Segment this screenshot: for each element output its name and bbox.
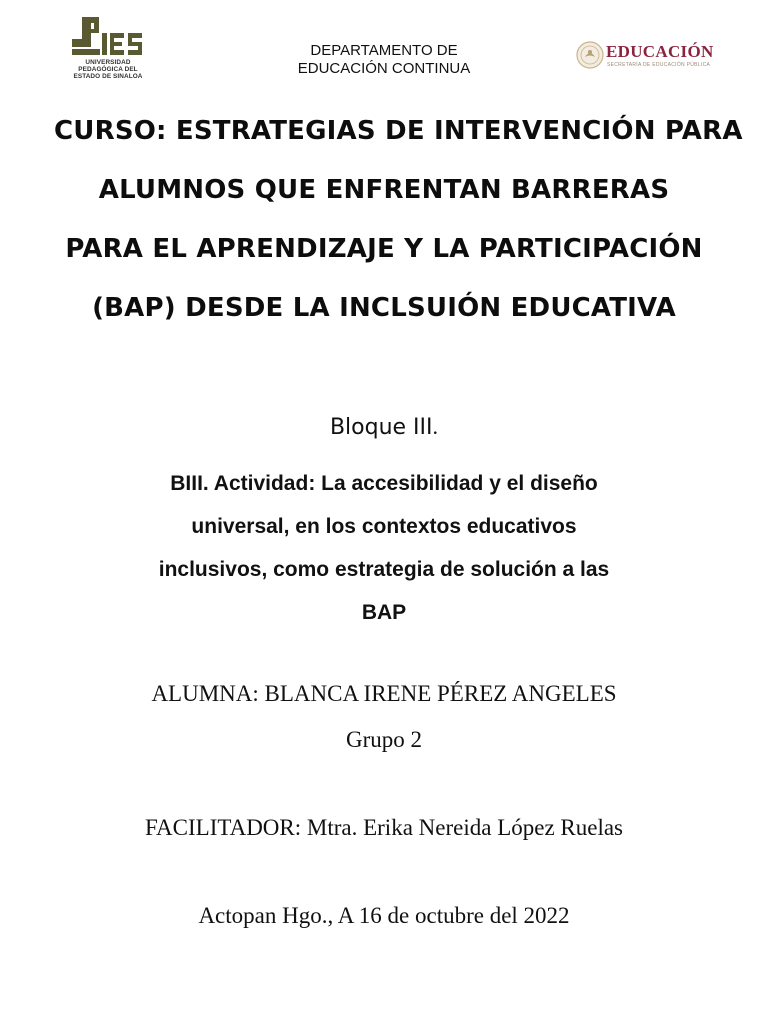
- course-title-line: ALUMNOS QUE ENFRENTAN BARRERAS: [98, 175, 670, 205]
- university-logo-text: UNIVERSIDAD PEDAGÓGICA DEL ESTADO DE SINALOA: [73, 59, 143, 80]
- course-title-line: CURSO: ESTRATEGIAS DE INTERVENCIÓN PARA: [54, 116, 743, 146]
- activity-line: universal, en los contextos educativos: [191, 515, 577, 538]
- place-date: Actopan Hgo., A 16 de octubre del 2022: [198, 903, 570, 928]
- sep-logo-word: EDUCACIÓN: [606, 42, 714, 61]
- course-title-line: PARA EL APRENDIZAJE Y LA PARTICIPACIÓN: [65, 234, 703, 264]
- block-heading: [0, 414, 768, 440]
- student-name: ALUMNA: BLANCA IRENE PÉREZ ANGELES: [151, 681, 617, 706]
- activity-title: [118, 462, 650, 634]
- activity-line: BIII. Actividad: La accesibilidad y el diseño: [170, 472, 598, 495]
- department-heading: DEPARTAMENTO DE EDUCACIÓN CONTINUA: [297, 42, 471, 77]
- block-label: Bloque III: [329, 415, 433, 440]
- university-logo: [68, 15, 148, 87]
- course-title-line: (BAP) DESDE LA INCLSUIÓN EDUCATIVA: [92, 293, 676, 323]
- activity-line: inclusivos, como estrategia de solución a las: [158, 558, 610, 581]
- facilitator-name: FACILITADOR: Mtra. Erika Nereida López Ruelas: [144, 815, 624, 840]
- group-label: Grupo 2: [345, 727, 423, 752]
- activity-line: BAP: [361, 601, 407, 624]
- sep-logo: [576, 40, 712, 72]
- block-dot: .: [432, 414, 439, 439]
- national-seal-icon: [576, 41, 604, 69]
- upes-emblem-icon: [68, 15, 148, 59]
- sep-logo-subtitle: SECRETARÍA DE EDUCACIÓN PÚBLICA: [607, 62, 711, 68]
- course-title: [54, 102, 743, 338]
